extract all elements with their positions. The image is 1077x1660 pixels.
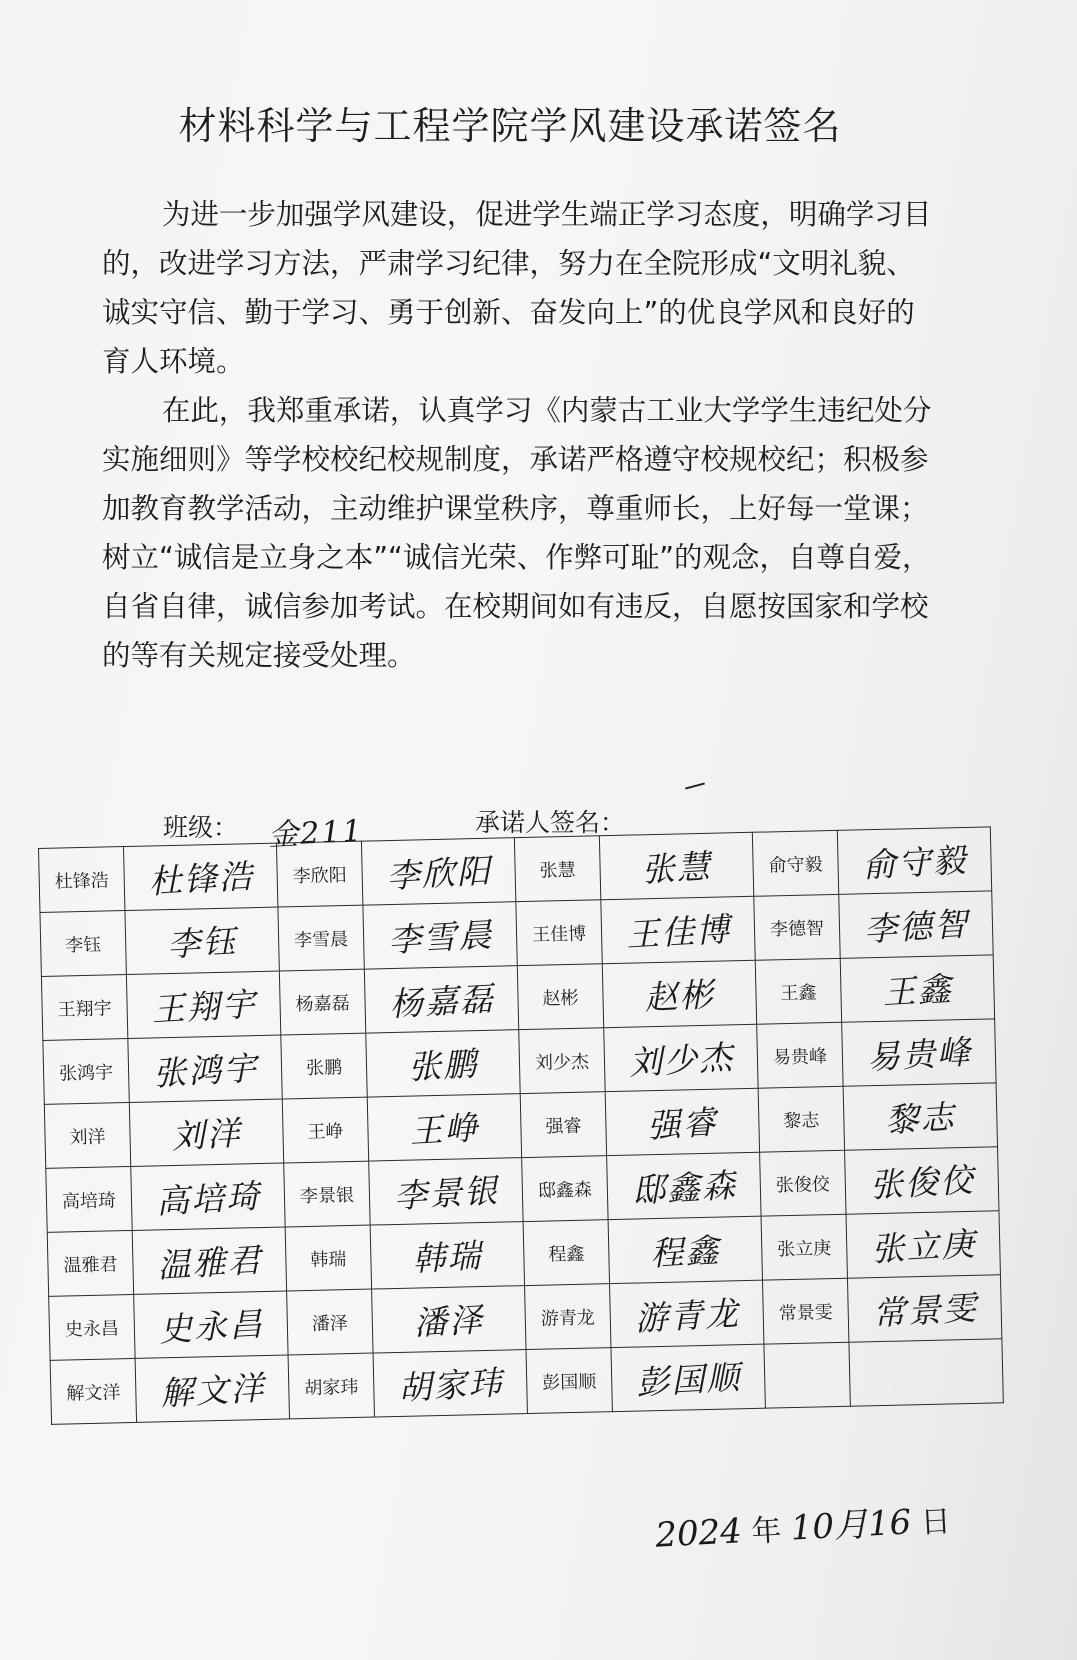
student-name-cell: 易贵峰 xyxy=(757,1022,843,1088)
pledge-text xyxy=(102,190,932,680)
student-name-cell: 温雅君 xyxy=(47,1230,133,1296)
handwritten-signature: 胡家玮 xyxy=(396,1362,504,1408)
signature-cell xyxy=(837,827,991,894)
handwritten-signature: 王翔宇 xyxy=(150,984,258,1030)
handwritten-signature: 温雅君 xyxy=(155,1240,264,1286)
handwritten-signature: 王佳博 xyxy=(624,909,732,955)
handwritten-signature: 杨嘉磊 xyxy=(388,978,496,1024)
signature-cell xyxy=(131,1163,285,1230)
handwritten-signature: 强睿 xyxy=(646,1102,719,1146)
signature-cell xyxy=(847,1275,1001,1342)
signature-cell xyxy=(843,1083,997,1150)
handwritten-signature: 李德智 xyxy=(862,904,970,950)
student-name-cell: 杜锋浩 xyxy=(39,847,125,913)
class-value-handwritten: 金211 xyxy=(267,813,365,854)
student-name-cell: 李景银 xyxy=(284,1161,370,1227)
signature-cell xyxy=(366,1030,520,1097)
signature-cell xyxy=(610,1280,764,1347)
page-title: 材料科学与工程学院学风建设承诺签名 xyxy=(178,104,842,148)
pledge-paragraph-1: 为进一步加强学风建设，促进学生端正学习态度，明确学习目的，改进学习方法，严肃学习纪律，努力在全院形成“文明礼貌、诚实守信、勤于学习、勇于创新、奋发向上”的优良学风和良好的育人环境。 xyxy=(102,198,932,378)
student-name-cell: 解文洋 xyxy=(50,1358,136,1424)
handwritten-signature: 常景雯 xyxy=(871,1288,979,1333)
signature-cell xyxy=(846,1211,1000,1278)
signature-cell xyxy=(605,1088,759,1155)
student-name-cell: 王佳博 xyxy=(516,900,602,966)
signature-cell xyxy=(608,1216,762,1283)
signature-cell xyxy=(369,1158,523,1225)
signature-cell xyxy=(842,1019,996,1086)
student-name-cell: 赵彬 xyxy=(517,964,603,1030)
student-name-cell: 李雪晨 xyxy=(278,905,364,971)
student-name-cell xyxy=(764,1342,850,1408)
student-name-cell: 邸鑫森 xyxy=(522,1156,608,1222)
student-name-cell: 高培琦 xyxy=(46,1166,132,1232)
signature-table xyxy=(38,826,1004,1424)
student-name-cell: 刘少杰 xyxy=(519,1028,605,1094)
signature-cell xyxy=(129,1099,283,1166)
student-name-cell: 强睿 xyxy=(520,1092,606,1158)
signing-date xyxy=(654,1492,952,1556)
handwritten-signature: 王峥 xyxy=(408,1107,481,1151)
signature-cell xyxy=(370,1222,524,1289)
handwritten-signature: 程鑫 xyxy=(649,1230,722,1274)
handwritten-signature: 史永昌 xyxy=(157,1304,265,1350)
student-name-cell: 刘洋 xyxy=(44,1102,130,1168)
student-name-cell: 游青龙 xyxy=(525,1284,611,1350)
student-name-cell: 王峥 xyxy=(282,1097,368,1163)
signature-cell xyxy=(367,1094,521,1161)
handwritten-signature: 张立庚 xyxy=(869,1224,977,1270)
signature-cell xyxy=(611,1344,765,1411)
handwritten-signature: 李雪晨 xyxy=(386,914,494,960)
signature-cell xyxy=(361,838,515,905)
student-name-cell: 胡家玮 xyxy=(288,1353,374,1419)
handwritten-signature: 彭国顺 xyxy=(634,1357,742,1403)
signature-cell xyxy=(128,1035,282,1102)
student-name-cell: 张慧 xyxy=(514,836,600,902)
handwritten-signature: 潘泽 xyxy=(412,1299,485,1343)
handwritten-signature: 杜锋浩 xyxy=(147,856,255,902)
signature-cell xyxy=(134,1291,288,1358)
handwritten-signature: 刘洋 xyxy=(170,1113,243,1157)
signature-cell xyxy=(602,960,756,1027)
handwritten-signature: 俞守毅 xyxy=(861,840,969,886)
handwritten-signature: 张鹏 xyxy=(407,1043,480,1087)
signer-label: 承诺人签名： xyxy=(475,808,626,837)
handwritten-signature: 高培琦 xyxy=(154,1176,262,1222)
signature-cell xyxy=(135,1355,289,1422)
signature-cell xyxy=(373,1350,527,1417)
signature-cell xyxy=(604,1024,758,1091)
signature-cell xyxy=(839,891,993,958)
handwritten-signature: 李景银 xyxy=(392,1170,500,1216)
signature-cell xyxy=(126,971,280,1038)
student-name-cell: 张立庚 xyxy=(761,1214,847,1280)
student-name-cell: 程鑫 xyxy=(523,1220,609,1286)
signature-cell xyxy=(607,1152,761,1219)
student-name-cell: 黎志 xyxy=(758,1086,844,1152)
date-year-unit: 年 xyxy=(750,1513,783,1550)
handwritten-signature: 李欣阳 xyxy=(385,850,493,896)
signature-cell xyxy=(363,902,517,969)
signature-cell xyxy=(132,1227,286,1294)
handwritten-signature: 张俊佼 xyxy=(868,1160,976,1206)
student-name-cell: 杨嘉磊 xyxy=(279,969,365,1035)
student-name-cell: 张鹏 xyxy=(281,1033,367,1099)
student-name-cell: 俞守毅 xyxy=(752,830,838,896)
student-name-cell: 王翔宇 xyxy=(41,975,127,1041)
student-name-cell: 李欣阳 xyxy=(276,841,362,907)
handwritten-signature: 解文洋 xyxy=(158,1368,266,1414)
signature-cell xyxy=(845,1147,999,1214)
signature-cell xyxy=(601,896,755,963)
student-name-cell: 韩瑞 xyxy=(285,1225,371,1291)
handwritten-signature: 易贵峰 xyxy=(865,1032,973,1078)
handwritten-signature: 王鑫 xyxy=(881,969,954,1013)
signature-cell xyxy=(599,832,753,899)
student-name-cell: 潘泽 xyxy=(287,1289,373,1355)
student-name-cell: 常景雯 xyxy=(762,1278,848,1344)
student-name-cell: 彭国顺 xyxy=(526,1348,612,1414)
pen-mark xyxy=(685,782,705,789)
signature-cell xyxy=(840,955,994,1022)
handwritten-signature: 邸鑫森 xyxy=(630,1165,738,1211)
handwritten-signature: 李钰 xyxy=(166,921,239,965)
class-label: 班级： xyxy=(163,813,239,842)
handwritten-signature: 韩瑞 xyxy=(411,1235,484,1279)
handwritten-signature: 游青龙 xyxy=(633,1293,741,1339)
student-name-cell: 张俊佼 xyxy=(760,1150,846,1216)
student-name-cell: 李钰 xyxy=(40,911,126,977)
date-year: 2024 xyxy=(654,1511,743,1556)
handwritten-signature: 张慧 xyxy=(640,846,713,890)
signature-cell xyxy=(372,1286,526,1353)
signature-cell xyxy=(364,966,518,1033)
handwritten-signature: 赵彬 xyxy=(643,974,716,1018)
signature-cell xyxy=(125,907,279,974)
date-month-day: 10月16 xyxy=(789,1502,913,1549)
student-name-cell: 张鸿宇 xyxy=(43,1039,129,1105)
student-name-cell: 史永昌 xyxy=(49,1294,135,1360)
handwritten-signature: 张鸿宇 xyxy=(151,1048,259,1094)
signature-cell xyxy=(123,843,277,910)
date-day-unit: 日 xyxy=(919,1504,952,1541)
signature-cell xyxy=(849,1339,1003,1406)
pledge-paragraph-2: 在此，我郑重承诺，认真学习《内蒙古工业大学学生违纪处分实施细则》等学校校纪校规制度，承诺严格遵守校规校纪；积极参加教育教学活动，主动维护课堂秩序，尊重师长，上好每一堂课；树立“诚信是立身之本”“诚信光荣、作弊可耻”的观念，自尊自爱，自省自律，诚信参加考试。在校期间如有违反，自愿按国家和学校的等有关规定接受处理。 xyxy=(102,394,932,672)
handwritten-signature: 黎志 xyxy=(884,1097,957,1141)
student-name-cell: 王鑫 xyxy=(755,958,841,1024)
student-name-cell: 李德智 xyxy=(754,894,840,960)
handwritten-signature: 刘少杰 xyxy=(627,1037,735,1083)
